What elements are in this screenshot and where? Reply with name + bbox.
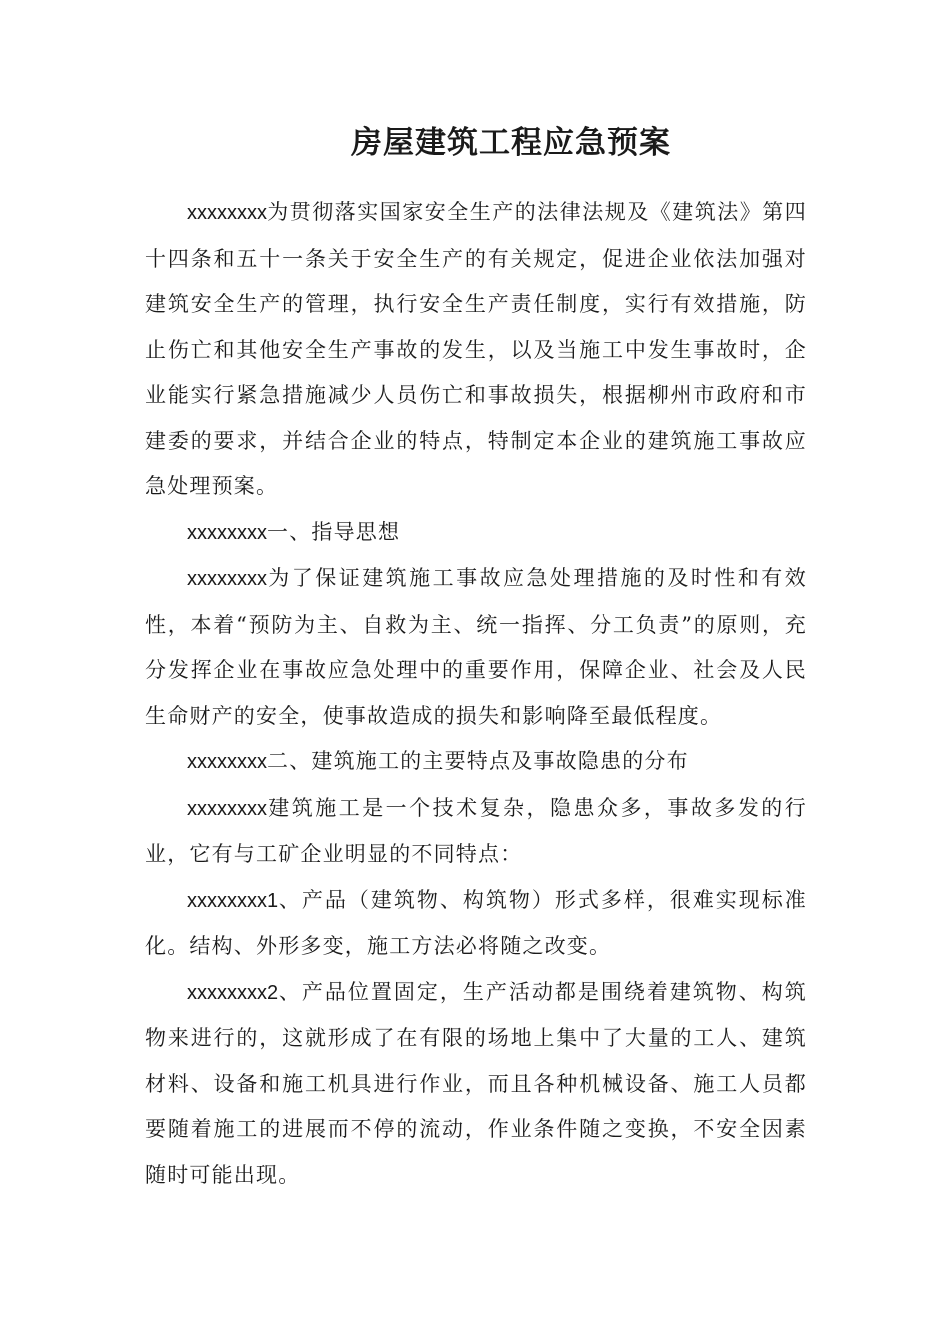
paragraph-text: 为了保证建筑施工事故应急处理措施的及时性和有效性，本着“预防为主、自救为主、统一指挥、分工负责”的原则，充分发挥企业在事故应急处理中的重要作用，保障企业、社会及人民生命财产的安全，使事故造成的损失和影响降至最低程度。 [145, 566, 807, 728]
paragraph-text: 、产品位置固定，生产活动都是围绕着建筑物、构筑物来进行的，这就形成了在有限的场地上集中了大量的工人、建筑材料、设备和施工机具进行作业，而且各种机械设备、施工人员都要随着施工的进展而不停的流动，作业条件随之变换，不安全因素随时可能出现。 [145, 979, 807, 1187]
paragraph-lead: xxxxxxxx [187, 568, 267, 590]
paragraph-text: 二、建筑施工的主要特点及事故隐患的分布 [267, 749, 689, 773]
paragraph-text: 建筑施工是一个技术复杂，隐患众多，事故多发的行业，它有与工矿企业明显的不同特点： [145, 795, 807, 866]
paragraph-principles [145, 556, 807, 739]
paragraph-lead: xxxxxxxx [187, 521, 267, 544]
paragraph-item-1 [145, 878, 807, 970]
paragraph-text: 、产品（建筑物、构筑物）形式多样，很难实现标准化。结构、外形多变，施工方法必将随之改变。 [145, 887, 807, 958]
paragraph-lead: xxxxxxxx1 [187, 889, 279, 912]
paragraph-item-2 [145, 970, 807, 1199]
paragraph-industry [145, 786, 807, 878]
paragraph-lead: xxxxxxxx [187, 202, 267, 224]
paragraph-lead: xxxxxxxx [187, 797, 267, 820]
document-page [145, 118, 807, 1198]
section-heading-guiding-ideology [145, 510, 807, 557]
paragraph-text: 一、指导思想 [267, 519, 401, 544]
paragraph-text: 为贯彻落实国家安全生产的法律法规及《建筑法》第四十四条和五十一条关于安全生产的有关规定，促进企业依法加强对建筑安全生产的管理，执行安全生产责任制度，实行有效措施，防止伤亡和其他安全生产事故的发生，以及当施工中发生事故时，企业能实行紧急措施减少人员伤亡和事故损失，根据柳州市政府和市建委的要求，并结合企业的特点，特制定本企业的建筑施工事故应急处理预案。 [145, 200, 807, 498]
section-heading-features [145, 739, 807, 786]
paragraph-lead: xxxxxxxx [187, 751, 267, 773]
document-title: 房屋建筑工程应急预案 [351, 125, 671, 161]
paragraph-lead: xxxxxxxx2 [187, 981, 279, 1004]
paragraph-intro [145, 190, 807, 510]
